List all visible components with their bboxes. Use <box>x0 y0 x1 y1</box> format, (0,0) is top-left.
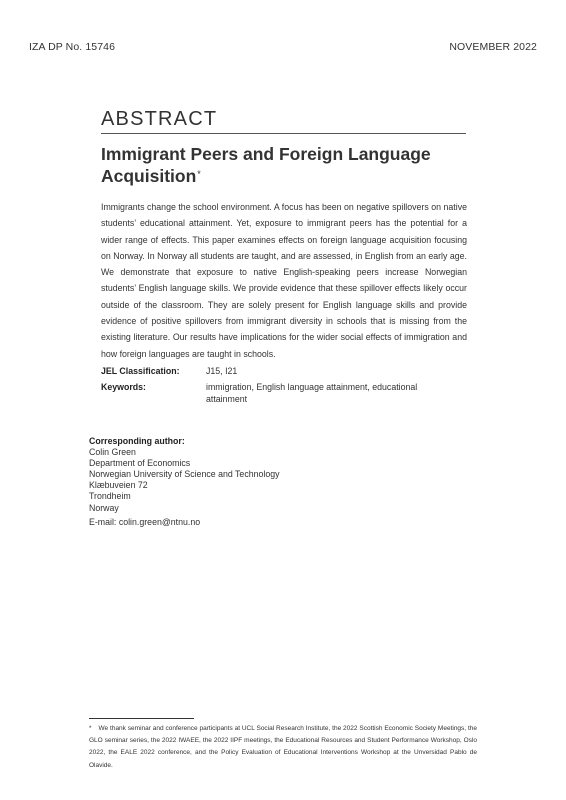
paper-title-text: Immigrant Peers and Foreign Language Acquisition <box>101 144 431 186</box>
title-footnote-mark: * <box>197 169 201 179</box>
paper-title <box>101 143 471 187</box>
author-street: Klæbuveien 72 <box>89 480 148 491</box>
jel-value: J15, I21 <box>206 366 238 376</box>
footnote-text: We thank seminar and conference participants at UCL Social Research Institute, the 2022 Scottish Economic Society Meetings, the GLO seminar series, the 2022 IWAEE, the 2022 IIPF meetings, the Educational Resources and Student Performance Workshop, Oslo 2022, the EALE 2022 conference, and the Policy Evaluation of Educational Interventions Workshop at the Unversidad Pablo de Olavide. <box>89 725 477 769</box>
footnote-divider <box>89 718 194 719</box>
author-department: Department of Economics <box>89 458 191 469</box>
corresponding-author-block <box>89 436 280 528</box>
abstract-body: Immigrants change the school environment. A focus has been on negative spillovers on native students’ educational attainment. Yet, exposure to immigrant peers has the potential for a wider range of effects. This paper examines effects on foreign language acquisition focusing on Norway. In Norway all students are taught, and are assessed, in English from an early age. We demonstrate that exposure to native English-speaking peers increase Norwegian students’ English language skills. We provide evidence that these spillover effects likely occur outside of the classroom. They are solely present for English language skills and provide evidence of positive spillovers from immigrant diversity in schools that is missing from the existing literature. Our results have implications for the wider social effects of immigration and how foreign languages are taught in schools. <box>101 202 467 359</box>
jel-label: JEL Classification: <box>101 366 180 376</box>
header-date: NOVEMBER 2022 <box>449 41 537 53</box>
author-city: Trondheim <box>89 491 131 502</box>
abstract-heading: ABSTRACT <box>101 108 218 130</box>
corresponding-author-label: Corresponding author: <box>89 436 185 446</box>
header-series-number: IZA DP No. 15746 <box>29 41 116 53</box>
footnote-mark: * <box>89 725 92 732</box>
keywords-label: Keywords: <box>101 382 146 392</box>
keywords-value: immigration, English language attainment, educational attainment <box>206 382 418 404</box>
author-country: Norway <box>89 502 119 513</box>
acknowledgement-footnote <box>89 723 477 772</box>
author-university: Norwegian University of Science and Technology <box>89 469 280 480</box>
author-name: Colin Green <box>89 447 136 458</box>
heading-divider <box>101 133 466 134</box>
author-email[interactable]: E-mail: colin.green@ntnu.no <box>89 516 201 527</box>
